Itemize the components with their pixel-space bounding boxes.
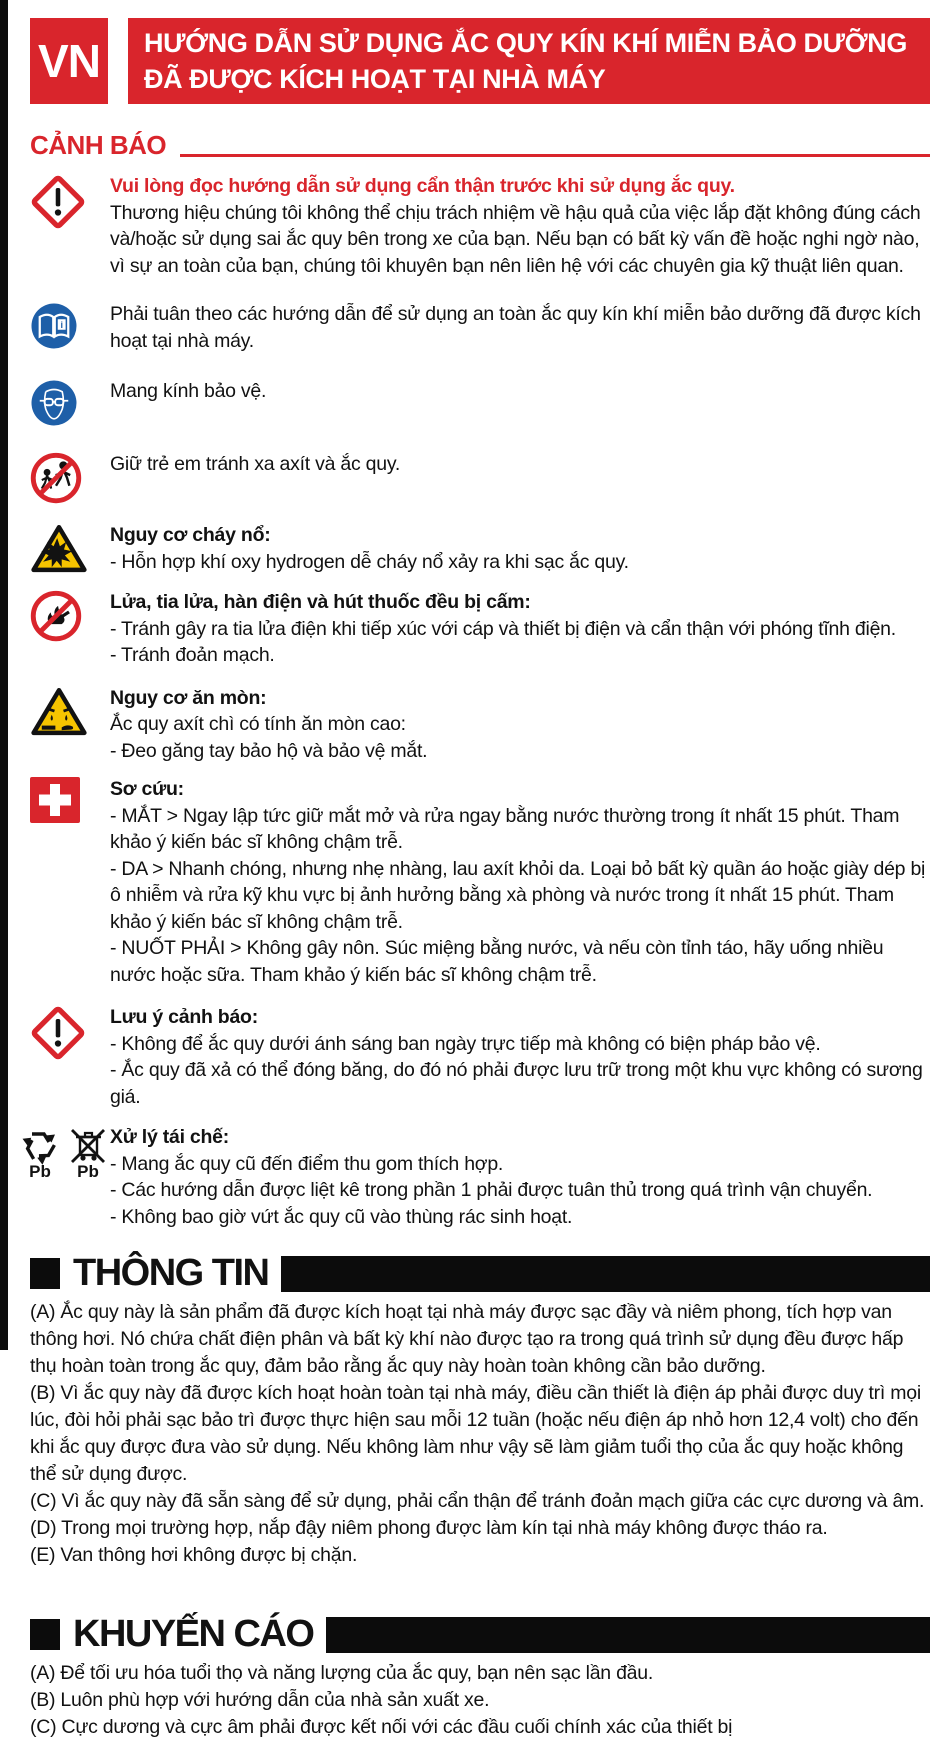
warning-line: - Không để ắc quy dưới ánh sáng ban ngày trực tiếp mà không có biện pháp bảo vệ.: [110, 1032, 821, 1055]
first-aid-icon: [30, 776, 110, 988]
advice-paragraphs: [30, 1660, 930, 1741]
warning-lead: Vui lòng đọc hướng dẫn sử dụng cẩn thận trước khi sử dụng ắc quy.: [110, 175, 735, 197]
language-badge: VN: [30, 18, 108, 104]
safety-goggles-icon: [30, 378, 110, 427]
warning-item-text: [110, 589, 930, 669]
section-square-marker: [30, 1619, 60, 1650]
warning-line: - DA > Nhanh chóng, nhưng nhẹ nhàng, lau axít khỏi da. Loại bỏ bất kỳ quần áo hoặc giày dép bị ô nhiễm và rửa kỹ khu vực bị ảnh hưởng bằng xà phòng và nước trong ít nhất 15 phút. Tham khảo ý kiến bác sĩ không chậm trễ.: [110, 857, 926, 933]
warning-item: [30, 589, 930, 669]
page-title-line1: HƯỚNG DẪN SỬ DỤNG ẮC QUY KÍN KHÍ MIỄN BẢO DƯỠNG: [144, 28, 907, 58]
warning-line: - Hỗn hợp khí oxy hydrogen dễ cháy nổ xảy ra khi sạc ắc quy.: [110, 550, 629, 573]
warning-line: - Ắc quy đã xả có thể đóng băng, do đó nó phải được lưu trữ trong một khu vực không có sương giá.: [110, 1059, 923, 1108]
warning-item: [30, 776, 930, 988]
warning-item: [30, 173, 930, 279]
read-manual-icon: [30, 301, 110, 354]
warning-item: [30, 451, 930, 504]
warning-item-text: [110, 1004, 930, 1110]
warning-heading: Nguy cơ cháy nổ:: [110, 524, 271, 546]
section-header-bar: [326, 1617, 930, 1653]
warning-line: - Không bao giờ vứt ắc quy cũ vào thùng rác sinh hoạt.: [110, 1205, 573, 1228]
page-title-line2: ĐÃ ĐƯỢC KÍCH HOẠT TẠI NHÀ MÁY: [144, 64, 606, 94]
warning-line: - Mang ắc quy cũ đến điểm thu gom thích hợp.: [110, 1152, 504, 1175]
advice-section-title: KHUYẾN CÁO: [73, 1613, 314, 1655]
warning-title-rule: [180, 154, 930, 157]
warning-heading: Sơ cứu:: [110, 778, 184, 800]
warning-line: Phải tuân theo các hướng dẫn để sử dụng an toàn ắc quy kín khí miễn bảo dưỡng đã được kích hoạt tại nhà máy.: [110, 303, 921, 352]
advice-paragraph: (A) Để tối ưu hóa tuổi thọ và năng lượng của ắc quy, bạn nên sạc lần đầu.: [30, 1662, 654, 1684]
recycle-symbol-icon: [18, 1125, 62, 1180]
warning-line: - Đeo găng tay bảo hộ và bảo vệ mắt.: [110, 739, 428, 762]
warning-item: [30, 301, 930, 354]
warning-item-text: [110, 173, 930, 279]
info-paragraph: (A) Ắc quy này là sản phẩm đã được kích hoạt tại nhà máy được sạc đầy và niêm phong, tích hợp van thông hơi. Nó chứa chất điện phân và bất kỳ khí nào được tạo ra trong quá trình sử dụng đều được hấp thụ hoàn toàn trong ắc quy, đảm bảo rằng ắc quy này hoàn toàn không cần bảo dưỡng.: [30, 1301, 904, 1377]
page-header: [30, 18, 930, 104]
no-open-flames-icon: [30, 589, 110, 669]
warning-item-text: [110, 685, 930, 765]
no-children-icon: [30, 451, 110, 504]
warning-line: - Các hướng dẫn được liệt kê trong phần 1 phải được tuân thủ trong quá trình vận chuyển.: [110, 1179, 873, 1201]
explosion-hazard-icon: [30, 522, 110, 575]
warning-heading: Nguy cơ ăn mòn:: [110, 686, 267, 709]
advice-paragraph: (C) Cực dương và cực âm phải được kết nối với các đầu cuối chính xác của thiết bị: [30, 1716, 733, 1738]
warning-item: [30, 685, 930, 765]
warning-line: - MẮT > Ngay lập tức giữ mắt mở và rửa ngay bằng nước thường trong ít nhất 15 phút. Tham khảo ý kiến bác sĩ không chậm trễ.: [110, 804, 900, 853]
pb-label: Pb: [29, 1162, 51, 1181]
warning-section-header: [30, 130, 930, 161]
warning-line: Ắc quy axít chì có tính ăn mòn cao:: [110, 713, 406, 735]
warning-line: - NUỐT PHẢI > Không gây nôn. Súc miệng bằng nước, và nếu còn tỉnh táo, hãy uống nhiều nước hoặc sữa. Tham khảo ý kiến bác sĩ không chậm trễ.: [110, 937, 884, 986]
section-square-marker: [30, 1258, 60, 1289]
corrosive-hazard-icon: [30, 685, 110, 765]
info-paragraph: (D) Trong mọi trường hợp, nắp đậy niêm phong được làm kín tại nhà máy không được tháo ra.: [30, 1517, 828, 1539]
pb-label: Pb: [77, 1162, 99, 1181]
warning-item: [30, 378, 930, 427]
advice-paragraph: (B) Luôn phù hợp với hướng dẫn của nhà sản xuất xe.: [30, 1689, 490, 1711]
warning-heading: Lửa, tia lửa, hàn điện và hút thuốc đều bị cấm:: [110, 591, 531, 613]
warning-heading: Lưu ý cảnh báo:: [110, 1006, 258, 1028]
warning-heading: Xử lý tái chế:: [110, 1126, 229, 1148]
advice-section-header: [30, 1613, 930, 1656]
warning-item: [30, 1124, 930, 1230]
warning-line: Mang kính bảo vệ.: [110, 380, 267, 402]
warning-item-text: [110, 301, 930, 354]
warning-item-text: [110, 1124, 930, 1230]
warning-line: Giữ trẻ em tránh xa axít và ắc quy.: [110, 453, 401, 475]
warning-line: - Tránh gây ra tia lửa điện khi tiếp xúc với cáp và thiết bị điện và cẩn thận với phóng tĩnh điện.: [110, 617, 896, 640]
page-left-border: [0, 0, 8, 1350]
info-paragraph: (C) Vì ắc quy này đã sẵn sàng để sử dụng, phải cẩn thận để tránh đoản mạch giữa các cực dương và âm.: [30, 1490, 925, 1512]
info-paragraphs: [30, 1299, 930, 1569]
warning-item-text: [110, 378, 930, 427]
ghs-exclamation-icon: [30, 173, 110, 279]
warning-item-text: [110, 522, 930, 575]
warning-item: [30, 522, 930, 575]
info-paragraph: (E) Van thông hơi không được bị chặn.: [30, 1544, 358, 1566]
warning-line: - Tránh đoản mạch.: [110, 644, 275, 666]
warning-item: [30, 1004, 930, 1110]
info-section-header: [30, 1252, 930, 1295]
warning-item-text: [110, 451, 930, 504]
ghs-exclamation-icon: [30, 1004, 110, 1110]
warning-line: Thương hiệu chúng tôi không thể chịu trách nhiệm về hậu quả của việc lắp đặt không đúng cách và/hoặc sử dụng sai ắc quy bên trong xe của bạn. Nếu bạn có bất kỳ vấn đề hoặc nghi ngờ nào, vì sự an toàn của bạn, chúng tôi khuyên bạn nên liên hệ với các chuyên gia kỹ thuật liên quan.: [110, 201, 921, 277]
warning-section-title: CẢNH BÁO: [30, 130, 167, 160]
page-title: [128, 18, 930, 104]
svg-text:i: i: [60, 319, 63, 330]
crossed-wheelie-bin-icon: [66, 1125, 110, 1180]
info-paragraph: (B) Vì ắc quy này đã được kích hoạt hoàn toàn tại nhà máy, điều cần thiết là điện áp phải được duy trì mọi lúc, đòi hỏi phải sạc bảo trì được thực hiện sau mỗi 12 tuần (hoặc nếu điện áp nhỏ hơn 12,4 volt) cho đến khi ắc quy được đưa vào sử dụng. Nếu không làm như vậy sẽ làm giảm tuổi thọ của ắc quy hoặc không thể sử dụng được.: [30, 1382, 921, 1485]
warning-item-text: [110, 776, 930, 988]
section-header-bar: [281, 1256, 930, 1292]
info-section-title: THÔNG TIN: [73, 1252, 269, 1294]
recycle-pb-icons: [30, 1124, 110, 1230]
